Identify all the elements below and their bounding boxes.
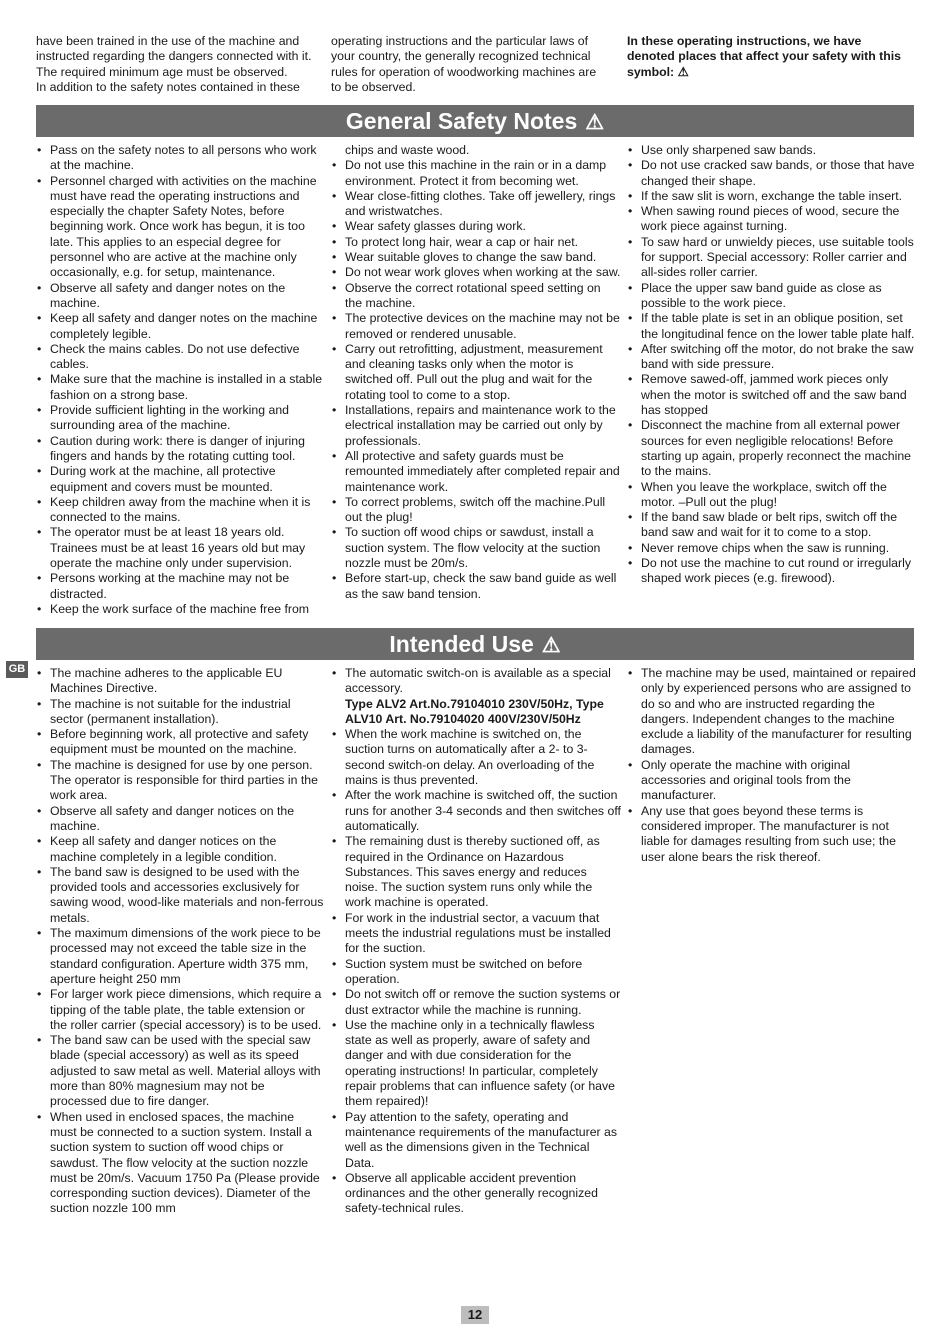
list-item: • When the work machine is switched on, the suction turns on automatically after a 2- to 3-second switch-on delay. An overloading of the mains is thus prevented. [331,727,621,788]
list-item: • The band saw can be used with the special saw blade (special accessory) as well as its speed adjusted to saw metal as well. Material alloys with more than 80% magnesium may not be processed due to fire danger. [36,1033,324,1109]
intro-line: operating instructions and the particular laws of [331,34,589,48]
list-item: • Use the machine only in a technically flawless state as well as properly, aware of safety and danger and with due consideration for the operating instructions! In particular, completely repair problems that can influence safety (or have them repaired)! [331,1018,621,1110]
general-safety-col-2 [331,143,621,602]
list-item: • Wear safety glasses during work. [331,219,621,234]
intro-line: instructed regarding the dangers connected with it. [36,49,312,64]
list-item: • Disconnect the machine from all external power sources for even negligible relocations! Before starting up again, properly reconnect the machine to the mains. [627,418,917,479]
list-item: • Persons working at the machine may not be distracted. [36,571,324,602]
list-item: • Suction system must be switched on before operation. [331,957,621,988]
list-item: • If the band saw blade or belt rips, switch off the band saw and wait for it to come to a stop. [627,510,917,541]
list-item: • When used in enclosed spaces, the machine must be connected to a suction system. Install a suction system to suction off wood chips or sawdust. The flow velocity at the suction nozzle must be 20m/s. Vacuum 1750 Pa (Please provide corresponding suction devices). Diameter of the suction nozzle 100 mm [36,1110,324,1217]
list-item: • Keep children away from the machine when it is connected to the mains. [36,495,324,526]
language-tab: GB [6,661,28,678]
list-item: • All protective and safety guards must be remounted immediately after completed repair and maintenance work. [331,449,621,495]
intro-col-1 [36,34,324,95]
list-item: • Keep all safety and danger notes on the machine completely legible. [36,311,324,342]
list-item-continuation: chips and waste wood. [345,143,470,157]
list-item: • If the table plate is set in an oblique position, set the longitudinal fence on the lower table plate half. [627,311,917,342]
intro-line: In these operating instructions, we have [627,34,862,48]
list-item: • Remove sawed-off, jammed work pieces only when the motor is switched off and the saw band has stopped [627,372,917,418]
intro-col-3 [627,34,917,80]
list-item: • The machine is designed for use by one person. The operator is responsible for third parties in the work area. [36,758,324,804]
general-safety-col-3 [627,143,917,587]
intro-line: In addition to the safety notes contained in these [36,79,300,94]
list-item: • To protect long hair, wear a cap or hair net. [331,235,621,250]
list-item: • Do not switch off or remove the suction systems or dust extractor while the machine is running. [331,987,621,1018]
list-item: • Observe all applicable accident prevention ordinances and the other generally recognized safety-technical rules. [331,1171,621,1217]
list-item: • For work in the industrial sector, a vacuum that meets the industrial regulations must be installed for the suction. [331,911,621,957]
list-item: • The machine may be used, maintained or repaired only by experienced persons who are assigned to do so and who are instructed regarding the dangers. Independent changes to the machine exclude a liability of the manufacturer for resulting damages. [627,666,917,758]
list-item: • The machine is not suitable for the industrial sector (permanent installation). [36,697,324,728]
general-safety-title: General Safety Notes [345,108,578,134]
list-item: • The maximum dimensions of the work piece to be processed may not exceed the table size in the standard configuration. Aperture width 375 mm, aperture height 250 mm [36,926,324,987]
list-item: • Wear close-fitting clothes. Take off jewellery, rings and wristwatches. [331,189,621,220]
list-item: • Do not use cracked saw bands, or those that have changed their shape. [627,158,917,189]
list-item: • To saw hard or unwieldy pieces, use suitable tools for support. Special accessory: Roller carrier and all-sides roller carrier. [627,235,917,281]
list-item: • The automatic switch-on is available as a special accessory. [331,666,621,697]
list-item: • Check the mains cables. Do not use defective cables. [36,342,324,373]
list-item: • Observe all safety and danger notices on the machine. [36,804,324,835]
list-item: • Observe all safety and danger notes on the machine. [36,281,324,312]
list-item: • Caution during work: there is danger of injuring fingers and hands by the rotating cutting tool. [36,434,324,465]
list-item: • Observe the correct rotational speed setting on the machine. [331,281,621,312]
list-item: • The remaining dust is thereby suctioned off, as required in the Ordinance on Hazardous Substances. This saves energy and reduces noise. The suction system runs only while the work machine is operated. [331,834,621,910]
list-item: • Only operate the machine with original accessories and original tools from the manufacturer. [627,758,917,804]
intro-col-2 [331,34,621,95]
list-item: • Installations, repairs and maintenance work to the electrical installation may be carried out only by professionals. [331,403,621,449]
list-item: • The band saw is designed to be used with the provided tools and accessories exclusively for sawing wood, wood-like materials and non-ferrous metals. [36,865,324,926]
intro-line: rules for operation of woodworking machines are [331,64,597,79]
list-item: • Personnel charged with activities on the machine must have read the operating instructions and especially the chapter Safety Notes, before beginning work. Once work has begun, it is too late. This applies to an especial degree for personnel who are active at the machine only occasionally, e.g. for setup, maintenance. [36,174,324,281]
warning-triangle-icon: ⚠ [541,634,561,657]
list-item: • Keep all safety and danger notices on the machine completely in a legible condition. [36,834,324,865]
list-item: • Carry out retrofitting, adjustment, measurement and cleaning tasks only when the motor is switched off. Pull out the plug and wait for the rotating tool to come to a stop. [331,342,621,403]
list-item: • If the saw slit is worn, exchange the table insert. [627,189,917,204]
list-item: • Before start-up, check the saw band guide as well as the saw band tension. [331,571,621,602]
list-item: • Keep the work surface of the machine free from [36,602,324,617]
list-item: • Never remove chips when the saw is running. [627,541,917,556]
list-item: • Provide sufficient lighting in the working and surrounding area of the machine. [36,403,324,434]
page-number: 12 [461,1306,489,1324]
list-item: • Any use that goes beyond these terms is considered improper. The manufacturer is not liable for damages resulting from such use; the user alone bears the risk thereof. [627,804,917,865]
intended-use-col-1 [36,666,324,1217]
list-item: • Pass on the safety notes to all persons who work at the machine. [36,143,324,174]
list-item: • Before beginning work, all protective and safety equipment must be mounted on the machine. [36,727,324,758]
list-item: • The protective devices on the machine may not be removed or rendered unusable. [331,311,621,342]
list-item: • Use only sharpened saw bands. [627,143,917,158]
intended-use-heading [36,628,914,660]
intro-line: The required minimum age must be observed. [36,64,288,79]
list-item: • After the work machine is switched off, the suction runs for another 3-4 seconds and then switches off automatically. [331,788,621,834]
list-item: • Do not use this machine in the rain or in a damp environment. Protect it from becoming wet. [331,158,621,189]
intro-line: your country, the generally recognized technical [331,49,591,64]
intro-line: symbol: ⚠ [627,64,689,79]
list-item: • When you leave the workplace, switch off the motor. –Pull out the plug! [627,480,917,511]
list-item: • Place the upper saw band guide as close as possible to the work piece. [627,281,917,312]
type-numbers: Type ALV2 Art.No.79104010 230V/50Hz, Type ALV10 Art. No.79104020 400V/230V/50Hz [345,696,604,726]
intended-use-col-3 [627,666,917,865]
list-item: • During work at the machine, all protective equipment and covers must be mounted. [36,464,324,495]
list-item: • To suction off wood chips or sawdust, install a suction system. The flow velocity at the suction nozzle must be 20m/s. [331,525,621,571]
list-item: • When sawing round pieces of wood, secure the work piece against turning. [627,204,917,235]
intro-line: denoted places that affect your safety with this [627,49,902,64]
list-item: • Do not wear work gloves when working at the saw. [331,265,621,280]
list-item: • The machine adheres to the applicable EU Machines Directive. [36,666,324,697]
list-item: • Wear suitable gloves to change the saw band. [331,250,621,265]
list-item: • Do not use the machine to cut round or irregularly shaped work pieces (e.g. firewood). [627,556,917,587]
general-safety-heading [36,105,914,137]
list-item: • For larger work piece dimensions, which require a tipping of the table plate, the table extension or the roller carrier (special accessory) is to be used. [36,987,324,1033]
intro-line: to be observed. [331,79,416,94]
list-item: • The operator must be at least 18 years old. Trainees must be at least 16 years old but may operate the machine only under supervision. [36,525,324,571]
warning-triangle-icon: ⚠ [585,111,605,134]
list-item: • To correct problems, switch off the machine.Pull out the plug! [331,495,621,526]
intended-use-title: Intended Use [389,631,534,657]
list-item: • After switching off the motor, do not brake the saw band with side pressure. [627,342,917,373]
list-item: • Pay attention to the safety, operating and maintenance requirements of the manufacturer as well as the dimensions given in the Technical Data. [331,1110,621,1171]
general-safety-col-1 [36,143,324,617]
intro-line: have been trained in the use of the machine and [36,34,300,48]
intended-use-col-2 [331,666,621,1217]
list-item: • Make sure that the machine is installed in a stable fashion on a strong base. [36,372,324,403]
